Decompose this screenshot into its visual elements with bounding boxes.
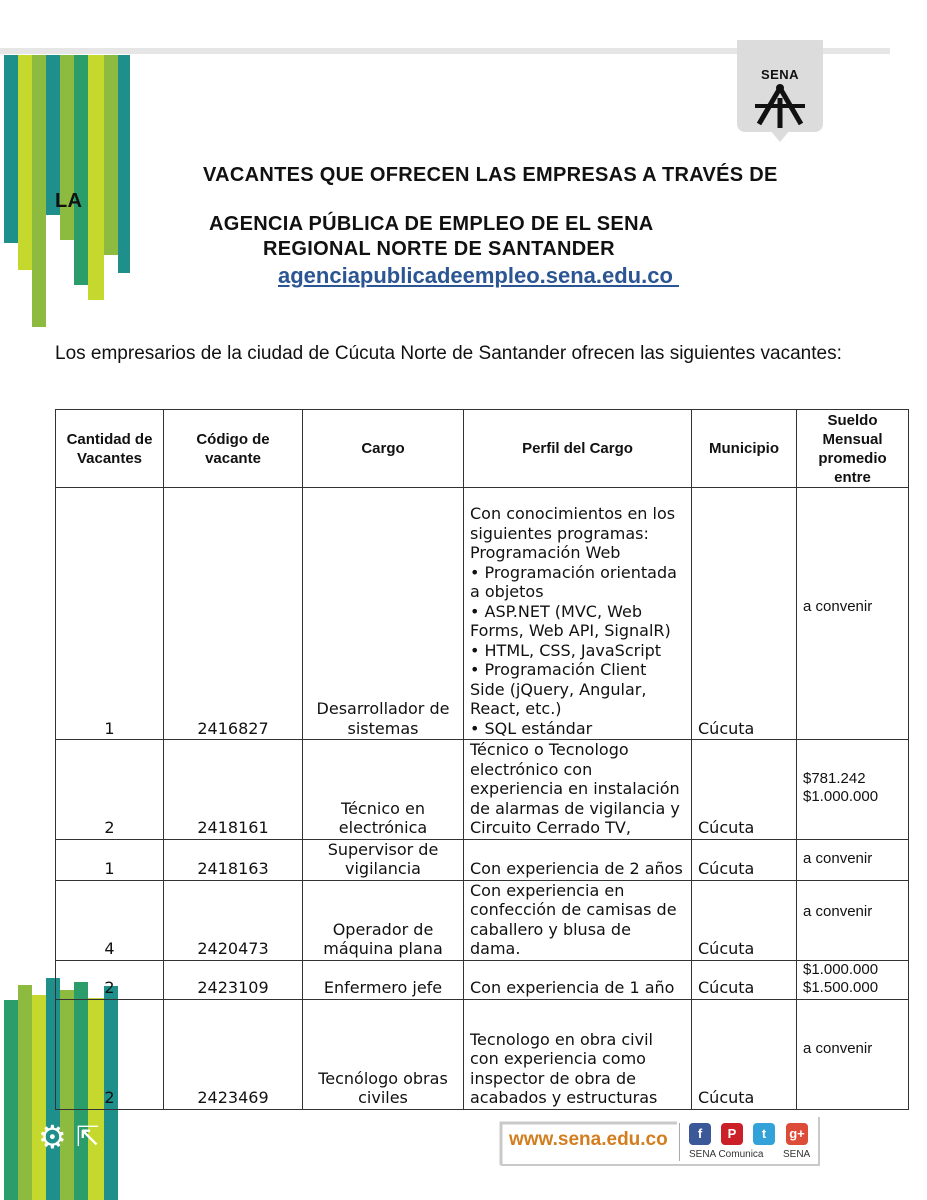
cell-cargo: Operador de máquina plana xyxy=(303,880,464,960)
header-title-line1: VACANTES QUE OFRECEN LAS EMPRESAS A TRAVÉS DE xyxy=(203,164,778,186)
perfil-line: Programación Web xyxy=(470,543,621,562)
header-codigo: Código de vacante xyxy=(164,410,303,488)
cell-cargo: Técnico en electrónica xyxy=(303,740,464,840)
cell-codigo: 2423109 xyxy=(164,960,303,999)
google-plus-icon[interactable]: g+ xyxy=(786,1123,808,1145)
header-title-line2: AGENCIA PÚBLICA DE EMPLEO DE EL SENA xyxy=(209,213,654,235)
sueldo-value: a convenir xyxy=(803,598,873,615)
cell-cantidad: 2 xyxy=(56,999,164,1109)
cell-municipio: Cúcuta xyxy=(692,960,797,999)
cell-codigo: 2420473 xyxy=(164,880,303,960)
header-cantidad: Cantidad de Vacantes xyxy=(56,410,164,488)
cell-cantidad: 4 xyxy=(56,880,164,960)
cell-cargo: Desarrollador de sistemas xyxy=(303,488,464,740)
cell-municipio: Cúcuta xyxy=(692,880,797,960)
sueldo-value: $1.500.000 xyxy=(803,978,879,996)
perfil-line: • SQL estándar xyxy=(470,718,593,738)
cell-sueldo xyxy=(797,960,909,999)
cell-codigo: 2418163 xyxy=(164,839,303,880)
cell-cargo: Supervisor de vigilancia xyxy=(303,839,464,880)
perfil-line: • ASP.NET (MVC, Web Forms, Web API, SignalR) xyxy=(470,601,671,640)
cell-municipio: Cúcuta xyxy=(692,999,797,1109)
sena-emblem-icon xyxy=(753,84,807,128)
sueldo-value: $781.242 xyxy=(803,770,866,787)
perfil-line: • Programación orientada a objetos xyxy=(470,562,677,601)
agency-url-link[interactable]: agenciapublicadeempleo.sena.edu.co xyxy=(278,263,680,288)
sueldo-value: a convenir xyxy=(803,902,873,920)
perfil-line: Tecnologo en obra civil con experiencia como inspector de obra de acabados y estructuras xyxy=(470,1029,658,1107)
table-row xyxy=(56,488,909,740)
cell-cargo: Enfermero jefe xyxy=(303,960,464,999)
header-perfil: Perfil del Cargo xyxy=(464,410,692,488)
table-header-row xyxy=(56,410,909,488)
perfil-line: • HTML, CSS, JavaScript xyxy=(470,640,662,660)
header-sueldo: Sueldo Mensual promedio entre xyxy=(797,410,909,488)
logo-text: SENA xyxy=(760,67,800,82)
cell-perfil xyxy=(464,839,692,880)
cell-municipio: Cúcuta xyxy=(692,488,797,740)
sueldo-value: a convenir xyxy=(803,1039,873,1057)
sena-logo xyxy=(737,40,823,140)
cell-codigo: 2416827 xyxy=(164,488,303,740)
sueldo-value: $1.000.000 xyxy=(803,960,879,978)
cell-perfil xyxy=(464,999,692,1109)
cell-cantidad: 1 xyxy=(56,488,164,740)
cell-municipio: Cúcuta xyxy=(692,839,797,880)
cell-sueldo xyxy=(797,839,909,880)
facebook-icon[interactable]: f xyxy=(689,1123,711,1145)
perfil-line: Con experiencia de 1 año xyxy=(470,978,675,997)
footer-bar xyxy=(499,1117,821,1167)
external-link-icon: ⇱ xyxy=(76,1121,100,1152)
cell-municipio: Cúcuta xyxy=(692,740,797,840)
cell-cargo: Tecnólogo obras civiles xyxy=(303,999,464,1109)
footer-website-link[interactable]: www.sena.edu.co xyxy=(509,1129,668,1150)
footer-comunica-label: SENA Comunica xyxy=(689,1149,764,1160)
cell-sueldo xyxy=(797,740,909,840)
header-title-line1-cont: LA xyxy=(55,190,83,212)
cell-perfil xyxy=(464,880,692,960)
cell-cantidad: 2 xyxy=(56,740,164,840)
table-row xyxy=(56,740,909,840)
vacancies-table xyxy=(55,409,909,1110)
footer-sena-label: SENA xyxy=(783,1149,811,1160)
cell-perfil xyxy=(464,740,692,840)
header-cargo: Cargo xyxy=(303,410,464,488)
cell-sueldo xyxy=(797,880,909,960)
perfil-line: Con experiencia de 2 años xyxy=(470,859,683,878)
twitter-icon[interactable]: t xyxy=(753,1123,775,1145)
table-row xyxy=(56,999,909,1109)
cell-sueldo xyxy=(797,999,909,1109)
cell-cantidad: 2 xyxy=(56,960,164,999)
perfil-line: Técnico o Tecnologo electrónico con experiencia en instalación de alarmas de vigilancia y Circuito Cerrado TV, xyxy=(470,740,680,837)
sueldo-value: $1.000.000 xyxy=(803,788,879,805)
table-row xyxy=(56,839,909,880)
header-municipio: Municipio xyxy=(692,410,797,488)
intro-paragraph: Los empresarios de la ciudad de Cúcuta Norte de Santander ofrecen las siguientes vacantes: xyxy=(55,343,842,364)
perfil-line: • Programación Client Side (jQuery, Angular, React, etc.) xyxy=(470,660,647,718)
table-row xyxy=(56,960,909,999)
sueldo-value: a convenir xyxy=(803,849,873,867)
cell-cantidad: 1 xyxy=(56,839,164,880)
cell-perfil xyxy=(464,488,692,740)
cell-codigo: 2423469 xyxy=(164,999,303,1109)
table-row xyxy=(56,880,909,960)
perfil-line: Con conocimientos en los siguientes programas: xyxy=(470,504,676,543)
perfil-line: Con experiencia en confección de camisas de caballero y blusa de dama. xyxy=(470,880,677,958)
cell-codigo: 2418161 xyxy=(164,740,303,840)
header-title-line3: REGIONAL NORTE DE SANTANDER xyxy=(263,238,615,260)
settings-icon: ⚙ xyxy=(38,1119,67,1155)
cell-sueldo xyxy=(797,488,909,740)
cell-perfil xyxy=(464,960,692,999)
pinterest-icon[interactable]: P xyxy=(721,1123,743,1145)
